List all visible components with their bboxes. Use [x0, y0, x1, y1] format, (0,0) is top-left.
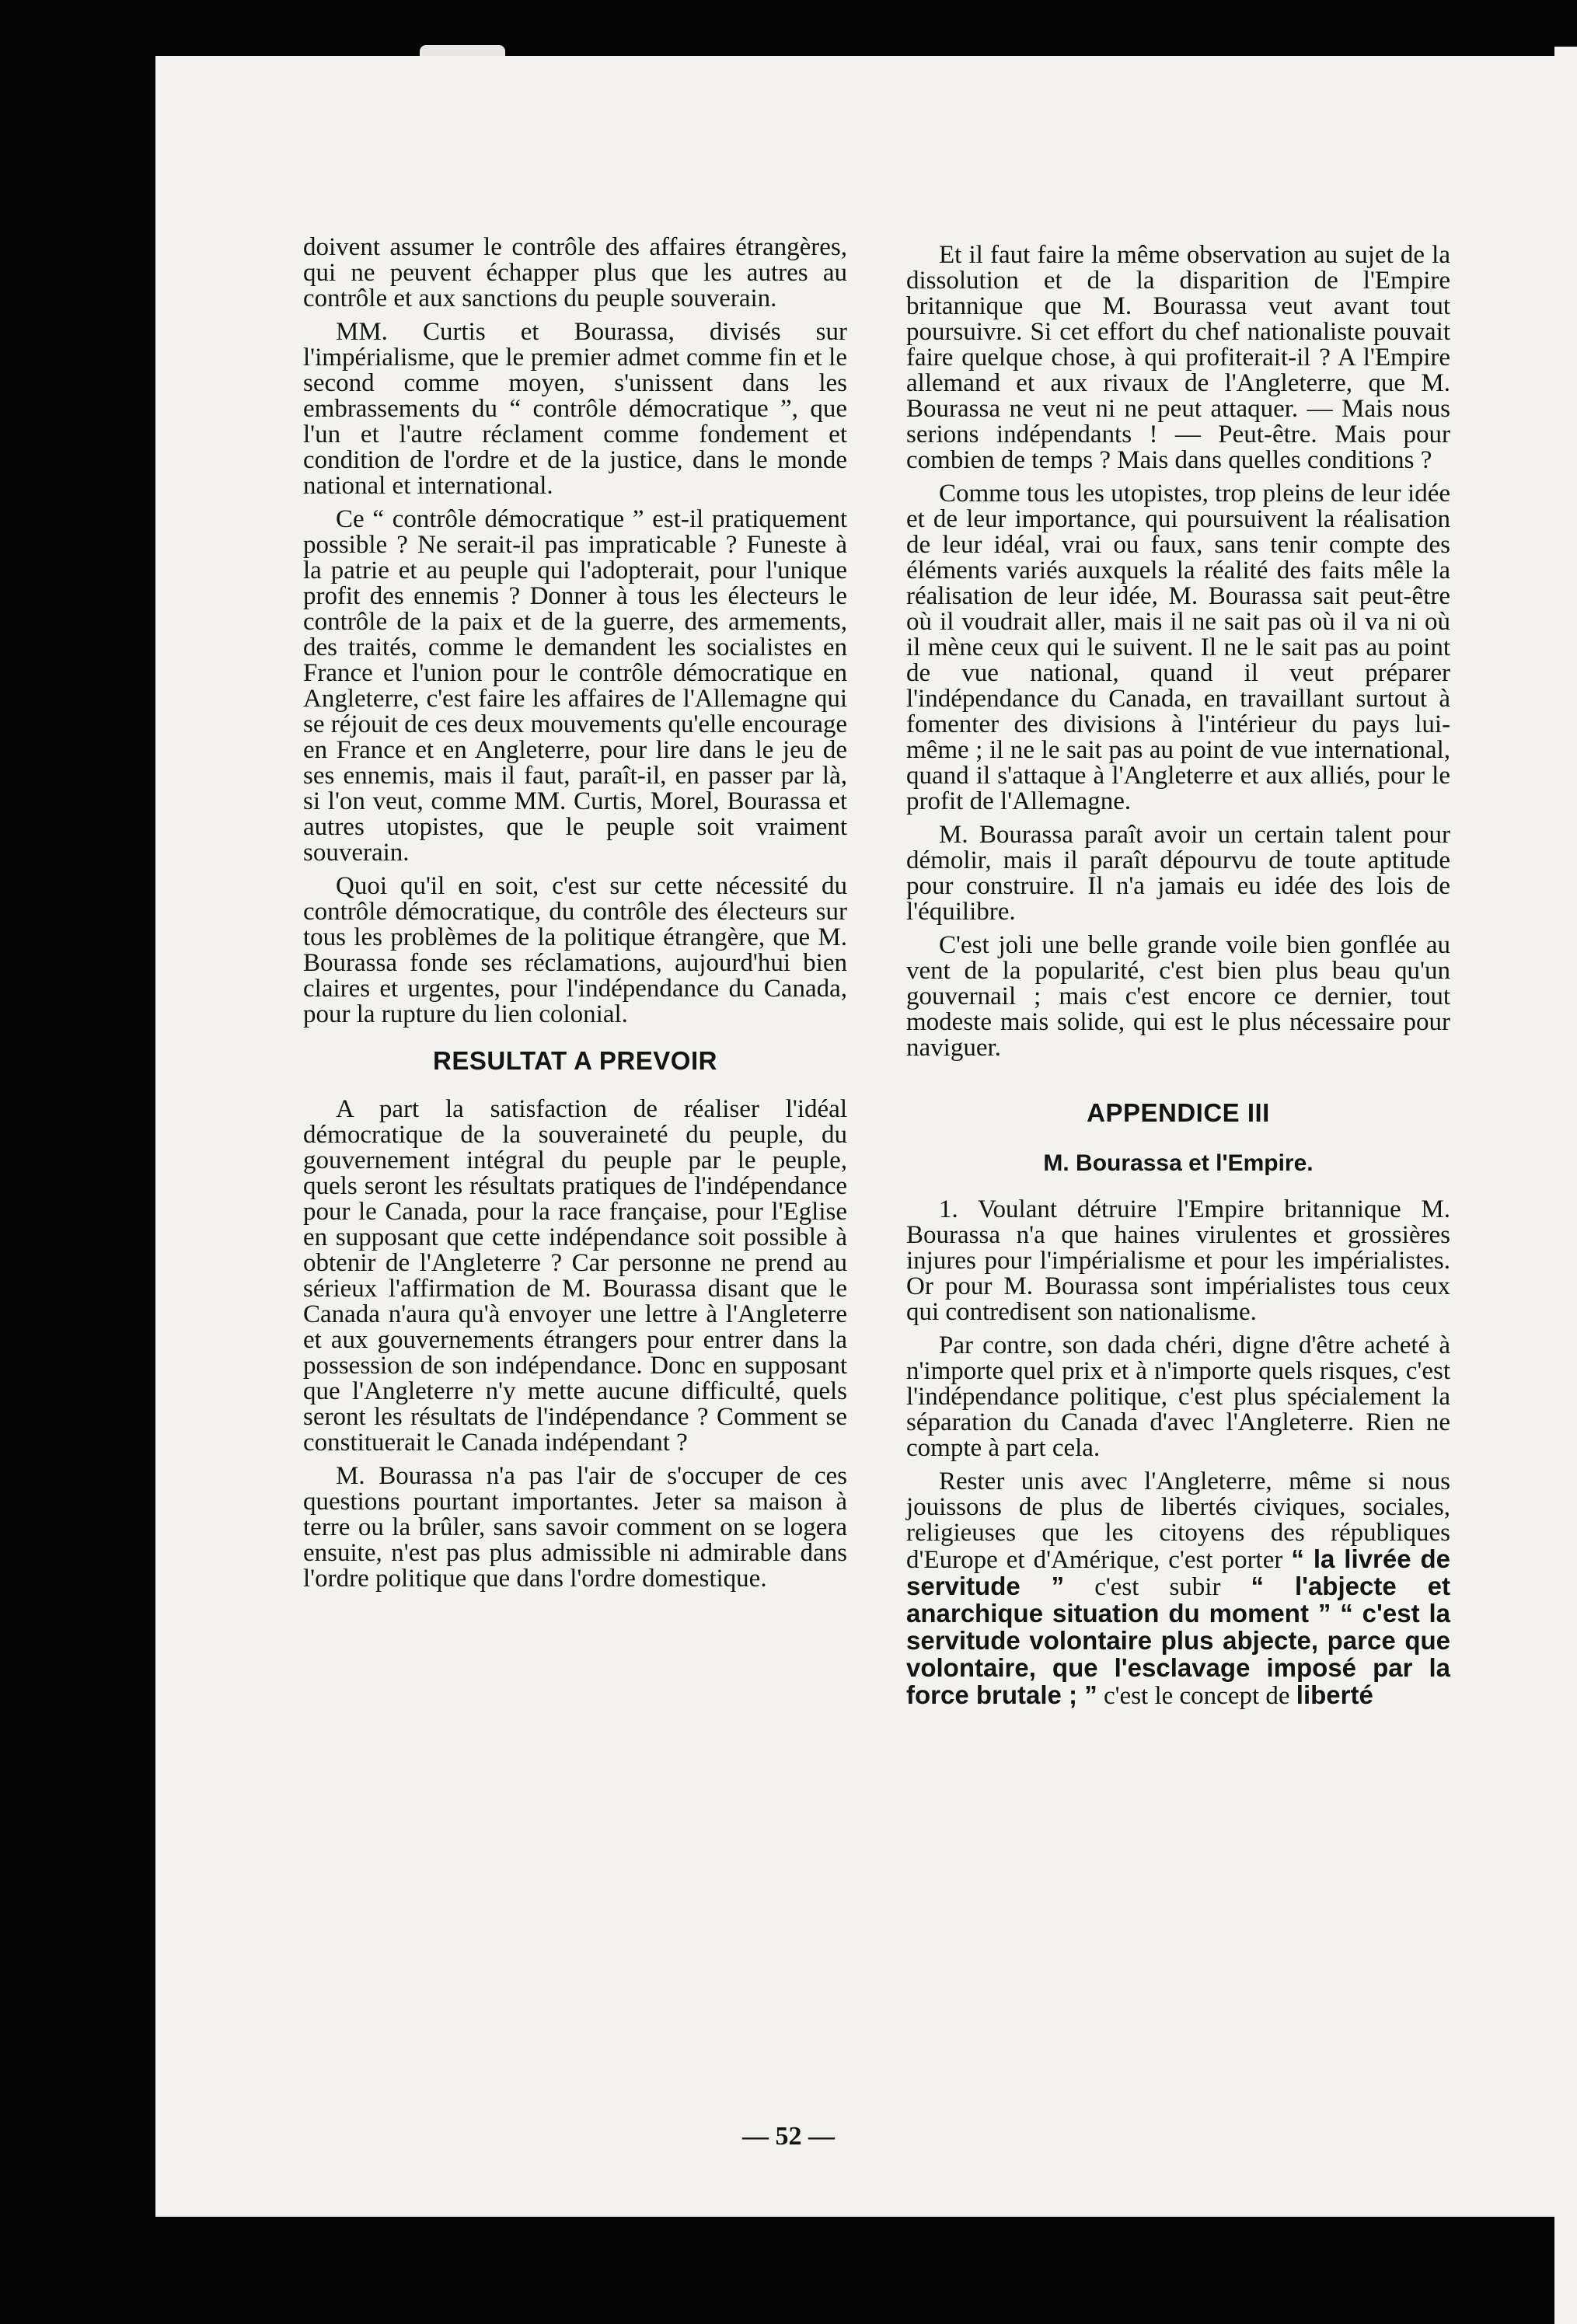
bold-quote: “ l'abjecte et anarchique situation du moment ” “ c'est la servitude volontaire plus abjecte, parce que volontaire, que l'esclavage imposé par la force brutale ; ” [906, 1572, 1450, 1709]
right-column [906, 243, 1450, 1717]
left-column [303, 235, 847, 1600]
paragraph [906, 1469, 1450, 1709]
paragraph: 1. Voulant détruire l'Empire britannique M. Bourassa n'a que haines virulentes et grossières injures pour l'impérialisme et pour les impérialistes. Or pour M. Bourassa sont impérialistes tous ceux qui contredisent son nationalisme. [906, 1195, 1450, 1326]
paragraph: A part la satisfaction de réaliser l'idéal démocratique de la souveraineté du peuple, du gouvernement intégral du peuple par le peuple, quels seront les résultats pratiques de l'indépendance pour le Canada, pour la race française, pour l'Eglise en supposant que cette indépendance soit possible à obtenir de l'Angleterre ? Car personne ne prend au sérieux l'affirmation de M. Bourassa disant que le Canada n'aura qu'à envoyer une lettre à l'Angleterre et aux gouvernements étrangers pour entrer dans la possession de son indépendance. Donc en supposant que l'Angleterre n'y mette aucune difficulté, quels seront les résultats de l'indépendance ? Comment se constituerait le Canada indépendant ? [303, 1095, 847, 1457]
paragraph: Par contre, son dada chéri, digne d'être acheté à n'importe quel prix et à n'importe quels risques, c'est l'indépendance politique, c'est plus spécialement la séparation du Canada d'avec l'Angleterre. Rien ne compte à part cela. [906, 1331, 1450, 1462]
paragraph: Comme tous les utopistes, trop pleins de leur idée et de leur importance, qui poursuivent la réalisation de leur idéal, vrai ou faux, sans tenir compte des éléments variés auxquels la réalité des faits mêle la réalisation de leur idée, M. Bourassa sait peut-être où il voudrait aller, mais il ne sait pas où il va ni où il mène ceux qui le suivent. Il ne le sait pas au point de vue national, quand il veut préparer l'indépendance du Canada, en travaillant surtout à fomenter des divisions à l'intérieur du pays lui-même ; il ne le sait pas au point de vue international, quand il s'attaque à l'Angleterre et aux alliés, pour le profit de l'Allemagne. [906, 480, 1450, 815]
paragraph: doivent assumer le contrôle des affaires étrangères, qui ne peuvent échapper plus que les autres au contrôle et aux sanctions du peuple souverain. [303, 233, 847, 312]
paragraph: M. Bourassa n'a pas l'air de s'occuper de ces questions pourtant importantes. Jeter sa maison à terre ou la brûler, sans savoir comment on se logera ensuite, n'est pas plus admissible ni admirable dans l'ordre politique que dans l'ordre domestique. [303, 1462, 847, 1593]
paragraph: Et il faut faire la même observation au sujet de la dissolution et de la disparition de l'Empire britannique que M. Bourassa veut avant tout poursuivre. Si cet effort du chef nationaliste pouvait faire quelque chose, à qui profiterait-il ? A l'Empire allemand et aux rivaux de l'Angleterre, que M. Bourassa ne veut ni ne peut attaquer. — Mais nous serions indépendants ! — Peut-être. Mais pour combien de temps ? Mais dans quelles conditions ? [906, 241, 1450, 474]
appendix-heading: APPENDICE III [1087, 1098, 1270, 1127]
paragraph: C'est joli une belle grande voile bien gonflée au vent de la popularité, c'est bien plus beau qu'un gouvernail ; mais c'est encore ce dernier, tout modeste mais solide, qui est le plus nécessaire pour naviguer. [906, 931, 1450, 1062]
paragraph: MM. Curtis et Bourassa, divisés sur l'impérialisme, que le premier admet comme fin et le second comme moyen, s'unissent dans les embrassements du “ contrôle démocratique ”, que l'un et l'autre réclament comme fondement et condition de l'ordre et de la justice, dans le monde national et international. [303, 318, 847, 500]
page-number: — 52 — [742, 2122, 835, 2151]
paragraph: M. Bourassa paraît avoir un certain talent pour démolir, mais il paraît dépourvu de toute aptitude pour construire. Il n'a jamais eu idée des lois de l'équilibre. [906, 821, 1450, 926]
adjacent-page-edge [1554, 47, 1577, 2324]
paragraph: Ce “ contrôle démocratique ” est-il pratiquement possible ? Ne serait-il pas impraticable ? Funeste à la patrie et au peuple qui l'adopterait, pour l'unique profit des ennemis ? Donner à tous les électeurs le contrôle de la paix et de la guerre, des armements, des traités, comme le demandent les socialistes en France et l'union pour le contrôle démocratique en Angleterre, c'est faire les affaires de l'Allemagne qui se réjouit de ces deux mouvements qu'elle encourage en France et en Angleterre, pour lire dans le jeu de ses ennemis, mais il faut, paraît-il, en passer par là, si l'on veut, comme MM. Curtis, Morel, Bourassa et autres utopistes, que le peuple soit vraiment souverain. [303, 505, 847, 867]
text-run: c'est subir [1064, 1573, 1251, 1601]
bold-word: liberté [1296, 1680, 1373, 1709]
bold-quote: “ la livrée de servitude ” [906, 1544, 1450, 1600]
text-run: Rester unis avec l'Angleterre, même si nous jouissons de plus de libertés civiques, sociales, religieuses que les citoyens des républiques d'Europe et d'Amérique, c'est porter [906, 1467, 1450, 1574]
text-run: c'est le concept de [1097, 1682, 1296, 1710]
paragraph: Quoi qu'il en soit, c'est sur cette nécessité du contrôle démocratique, du contrôle des électeurs sur tous les problèmes de la politique étrangère, que M. Bourassa fonde ses réclamations, aujourd'hui bien claires et urgentes, pour l'indépendance du Canada, pour la rupture du lien colonial. [303, 872, 847, 1028]
appendix-subheading: M. Bourassa et l'Empire. [1043, 1150, 1314, 1176]
section-heading: RESULTAT A PREVOIR [433, 1046, 717, 1075]
